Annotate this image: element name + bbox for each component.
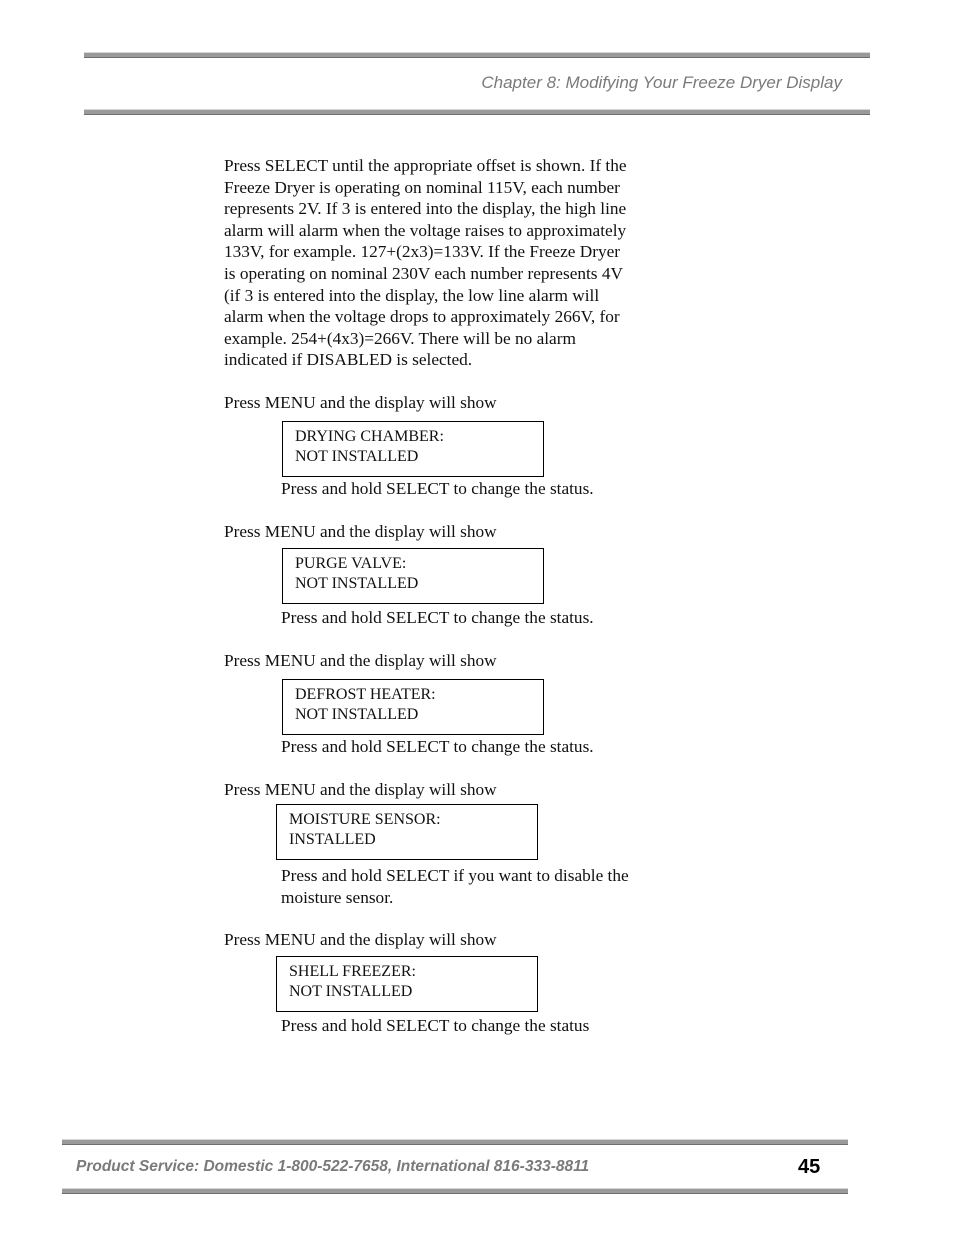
step-3-display-box: DEFROST HEATER: NOT INSTALLED <box>282 679 544 735</box>
step-4-display-box: MOISTURE SENSOR: INSTALLED <box>276 804 538 860</box>
header-bottom-rule <box>84 109 870 115</box>
step-2-display-box: PURGE VALVE: NOT INSTALLED <box>282 548 544 604</box>
step-1-prompt: Press MENU and the display will show <box>224 393 497 412</box>
step-2-note: Press and hold SELECT to change the status. <box>281 608 594 627</box>
step-5-prompt: Press MENU and the display will show <box>224 930 497 949</box>
chapter-title: Chapter 8: Modifying Your Freeze Dryer Display <box>481 73 842 92</box>
page-number: 45 <box>798 1156 821 1178</box>
footer-top-rule <box>62 1139 848 1145</box>
step-1-display-box: DRYING CHAMBER: NOT INSTALLED <box>282 421 544 477</box>
step-3-note: Press and hold SELECT to change the status. <box>281 737 594 756</box>
step-5-note: Press and hold SELECT to change the status <box>281 1016 590 1035</box>
step-5-display-box: SHELL FREEZER: NOT INSTALLED <box>276 956 538 1012</box>
intro-paragraph: Press SELECT until the appropriate offset is shown. If the Freeze Dryer is operating on nominal 115V, each number represents 2V. If 3 is entered into the display, the high line alarm will alarm when the voltage raises to approximately 133V, for example. 127+(2x3)=133V. If the Freeze Dryer is operating on nominal 230V each number represents 4V (if 3 is entered into the display, the low line alarm will alarm when the voltage drops to approximately 266V, for example. 254+(4x3)=266V. There will be no alarm indicated if DISABLED is selected. <box>224 156 627 370</box>
header-top-rule <box>84 52 870 58</box>
step-2-prompt: Press MENU and the display will show <box>224 522 497 541</box>
step-3-prompt: Press MENU and the display will show <box>224 651 497 670</box>
step-1-note: Press and hold SELECT to change the status. <box>281 479 594 498</box>
step-4-prompt: Press MENU and the display will show <box>224 780 497 799</box>
footer-bottom-rule <box>62 1188 848 1194</box>
product-service-contact: Product Service: Domestic 1-800-522-7658, International 816-333-8811 <box>76 1158 590 1175</box>
step-4-note: Press and hold SELECT if you want to disable the moisture sensor. <box>281 866 629 907</box>
